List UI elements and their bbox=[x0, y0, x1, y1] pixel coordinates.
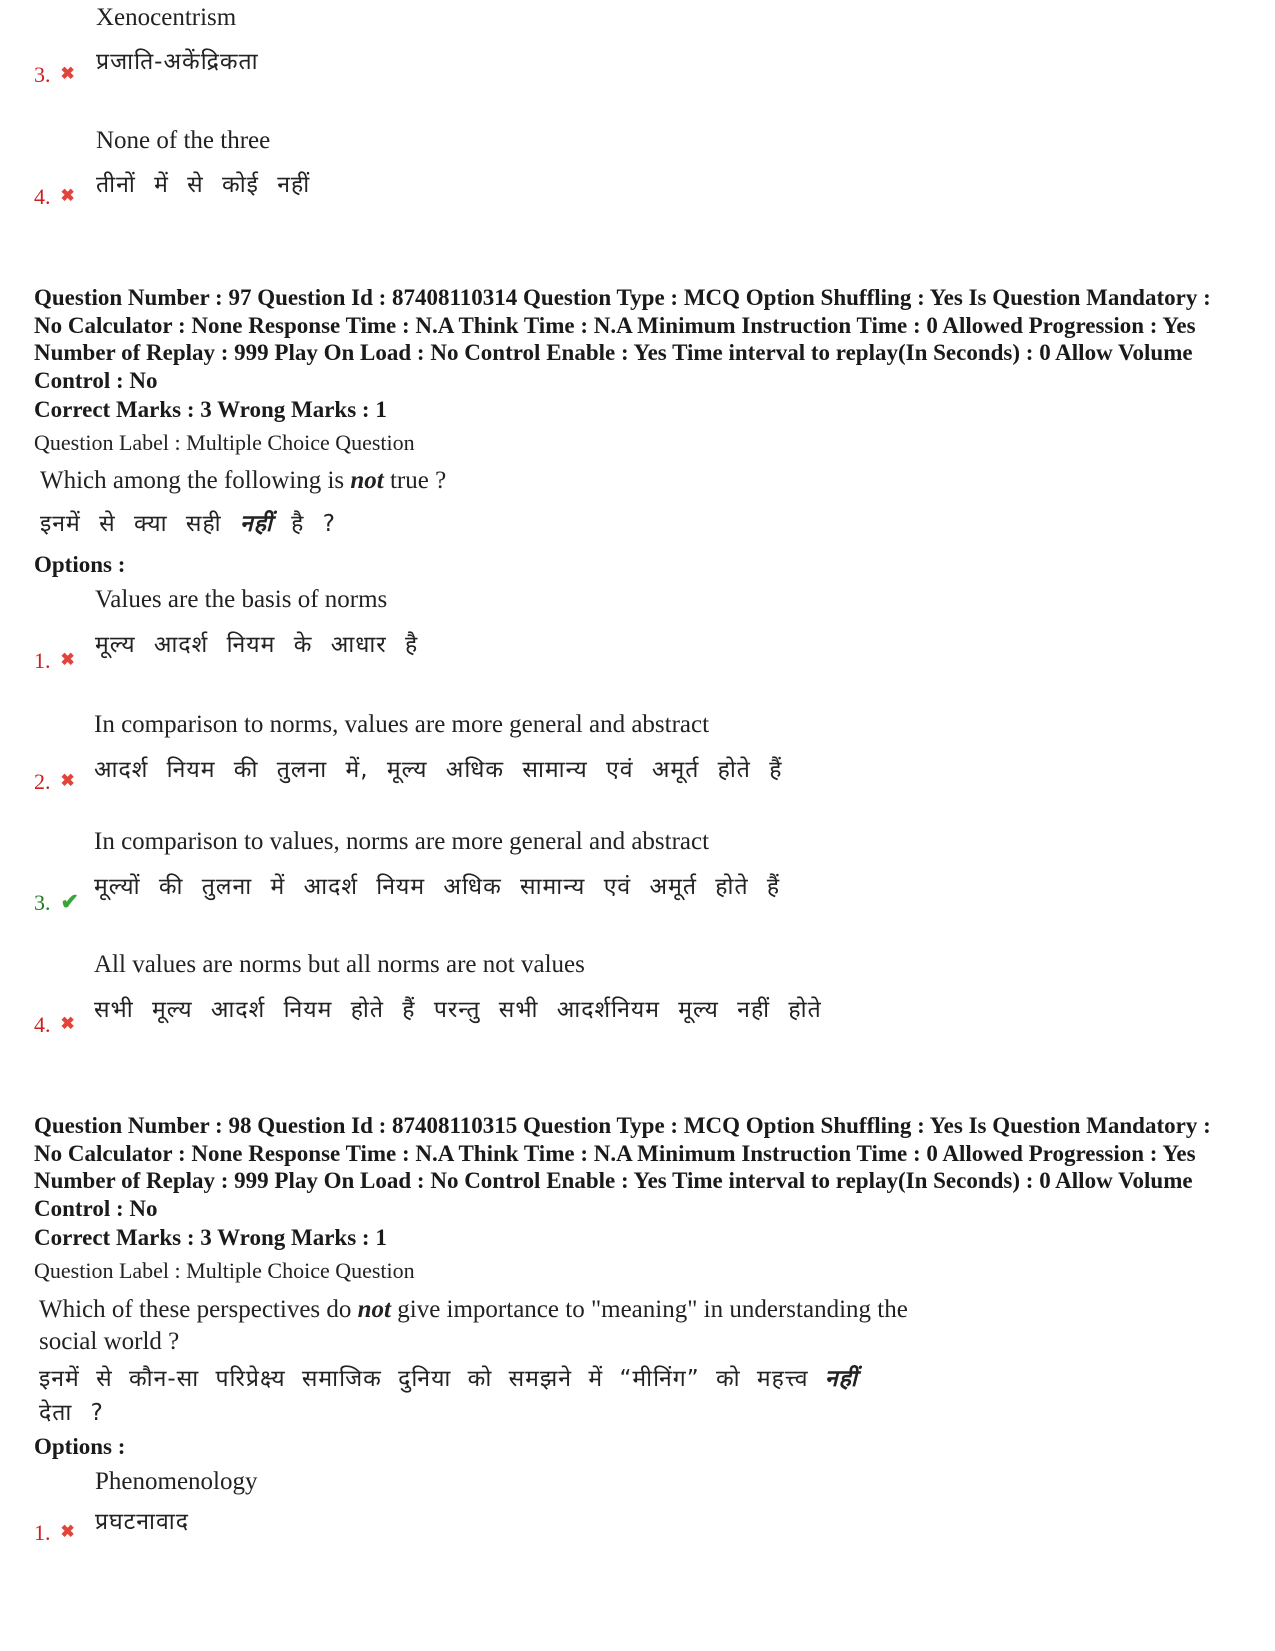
option-text-en: Values are the basis of norms bbox=[95, 586, 388, 613]
question-text-part: Which among the following is bbox=[40, 467, 351, 494]
option-text-en: Phenomenology bbox=[95, 1468, 258, 1495]
option-number-label: 1. bbox=[34, 648, 51, 673]
question-text-en-line2: social world ? bbox=[39, 1328, 180, 1355]
question-text-hi-line2: देता ? bbox=[39, 1400, 104, 1426]
option-number bbox=[34, 769, 75, 795]
options-label: Options : bbox=[34, 552, 126, 577]
option-number-label: 4. bbox=[34, 184, 51, 209]
question-label: Question Label : Multiple Choice Question bbox=[34, 1258, 415, 1283]
option-text-en: Xenocentrism bbox=[96, 4, 237, 31]
cross-mark-icon: ✖ bbox=[60, 650, 75, 669]
cross-mark-icon: ✖ bbox=[60, 1014, 75, 1033]
question-marks: Correct Marks : 3 Wrong Marks : 1 bbox=[34, 397, 387, 422]
option-text-en: In comparison to norms, values are more general and abstract bbox=[94, 711, 710, 738]
check-mark-icon: ✔ bbox=[60, 889, 79, 914]
option-number-label: 4. bbox=[34, 1012, 51, 1037]
question-text-emphasis: नहीं bbox=[239, 511, 273, 537]
option-number bbox=[34, 648, 75, 674]
option-number bbox=[34, 184, 75, 210]
option-text-hi: सभी मूल्य आदर्श नियम होते हैं परन्तु सभी आदर्शनियम मूल्य नहीं होते bbox=[94, 997, 822, 1023]
option-number-label: 1. bbox=[34, 1520, 51, 1545]
option-text-hi: प्रजाति-अकेंद्रिकता bbox=[96, 49, 259, 75]
option-text-hi: मूल्यों की तुलना में आदर्श नियम अधिक सामान्य एवं अमूर्त होते हैं bbox=[94, 874, 781, 900]
question-text-part: है ? bbox=[272, 511, 336, 537]
question-text-en bbox=[40, 467, 446, 495]
option-number bbox=[34, 62, 75, 88]
option-text-en: None of the three bbox=[96, 127, 271, 154]
question-marks: Correct Marks : 3 Wrong Marks : 1 bbox=[34, 1225, 387, 1250]
option-text-hi: तीनों में से कोई नहीं bbox=[96, 172, 311, 198]
question-text-en bbox=[39, 1296, 908, 1324]
option-text-hi: आदर्श नियम की तुलना में, मूल्य अधिक सामान्य एवं अमूर्त होते हैं bbox=[94, 757, 783, 783]
option-text-en: In comparison to values, norms are more general and abstract bbox=[94, 828, 710, 855]
option-number bbox=[34, 1012, 75, 1038]
question-text-emphasis: नहीं bbox=[824, 1366, 858, 1392]
question-meta: Question Number : 98 Question Id : 87408110315 Question Type : MCQ Option Shuffling : Yes Is Question Mandatory : No Calculator : None Response Time : N.A Think Time : N.A Minimum Instruction Time : 0 Allowed Progression : Yes Number of Replay : 999 Play On Load : No Control Enable : Yes Time interval to replay(In Seconds) : 0 Allow Volume Control : No bbox=[34, 1113, 1211, 1221]
option-text-en: All values are norms but all norms are not values bbox=[94, 951, 585, 978]
option-number bbox=[34, 1520, 75, 1546]
options-label: Options : bbox=[34, 1434, 126, 1459]
option-number-label: 3. bbox=[34, 890, 51, 915]
question-text-part: इनमें से कौन-सा परिप्रेक्ष्य समाजिक दुनिया को समझने में “मीनिंग” को महत्त्व bbox=[39, 1366, 825, 1392]
question-text-hi bbox=[39, 1361, 858, 1393]
cross-mark-icon: ✖ bbox=[60, 1522, 75, 1541]
question-label: Question Label : Multiple Choice Question bbox=[34, 430, 415, 455]
question-text-part: give importance to "meaning" in understanding the bbox=[391, 1296, 908, 1323]
question-text-emphasis: not bbox=[350, 467, 384, 494]
question-text-part: Which of these perspectives do bbox=[39, 1296, 358, 1323]
question-text-emphasis: not bbox=[357, 1296, 391, 1323]
cross-mark-icon: ✖ bbox=[60, 771, 75, 790]
option-text-hi: मूल्य आदर्श नियम के आधार है bbox=[95, 632, 419, 658]
question-meta: Question Number : 97 Question Id : 87408110314 Question Type : MCQ Option Shuffling : Yes Is Question Mandatory : No Calculator : None Response Time : N.A Think Time : N.A Minimum Instruction Time : 0 Allowed Progression : Yes Number of Replay : 999 Play On Load : No Control Enable : Yes Time interval to replay(In Seconds) : 0 Allow Volume Control : No bbox=[34, 285, 1211, 393]
question-text-hi bbox=[40, 506, 336, 538]
question-text-part: इनमें से क्या सही bbox=[40, 511, 240, 537]
question-text-part: true ? bbox=[383, 467, 447, 494]
option-number-label: 3. bbox=[34, 62, 51, 87]
option-text-hi: प्रघटनावाद bbox=[95, 1509, 189, 1535]
cross-mark-icon: ✖ bbox=[60, 186, 75, 205]
cross-mark-icon: ✖ bbox=[60, 64, 75, 83]
option-number-label: 2. bbox=[34, 769, 51, 794]
option-number bbox=[34, 889, 79, 916]
